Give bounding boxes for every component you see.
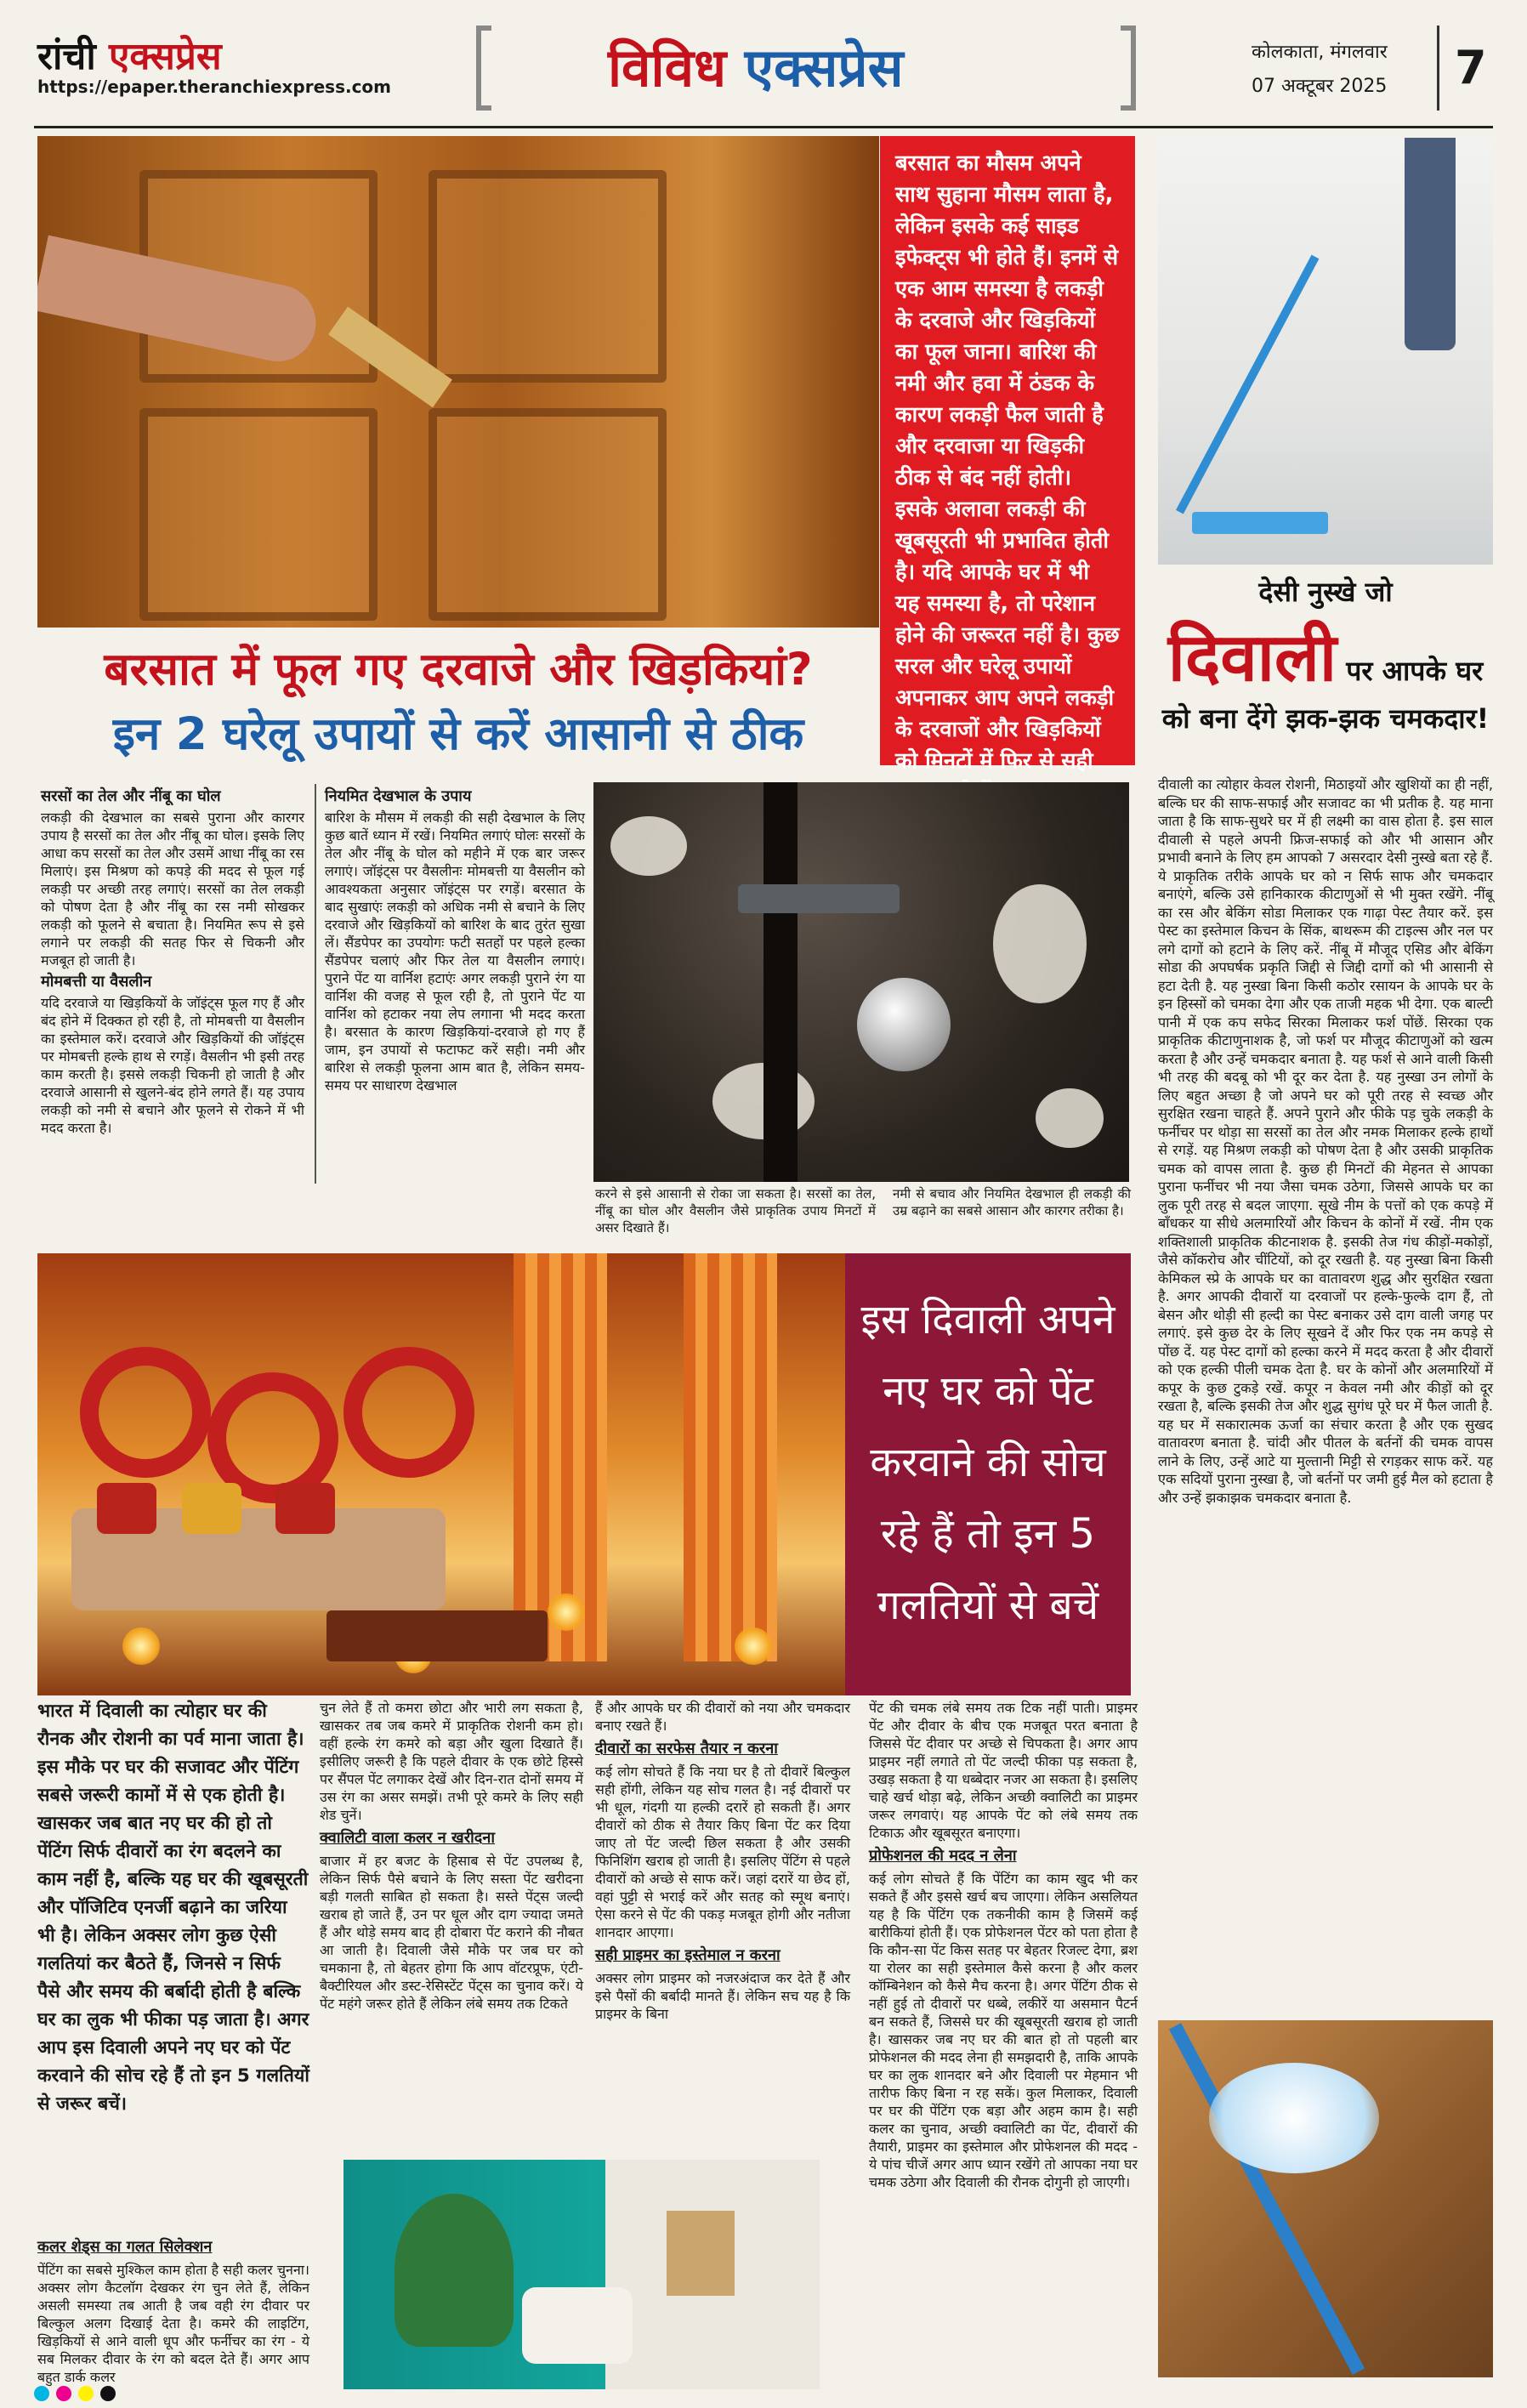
col4-para-professional: कई लोग सोचते हैं कि पेंटिंग का काम खुद भी कर सकते हैं और इससे खर्च बच जाएगा। लेकिन असलियत यह है कि पेंटिंग एक तकनीकी काम है जिसमें कई बारीकियां होती हैं। एक प्रोफेशनल पेंटर को पता होता है कि कौन-सा पेंट किस सतह पर बेहतर रिजल्ट देगा, ब्रश या रोलर का सही इस्तेमाल कैसे करना है और कलर कॉम्बिनेशन को कैसे मैच करना है। अगर पेंटिंग ठीक से नहीं हुई तो दीवारों पर धब्बे, लकीरें या असमान पैटर्न बन सकते हैं, जिससे घर की खूबसूरती खराब हो जाती है। खासकर जब नए घर की बात हो तो पहली बार प्रोफेशनल की मदद लेना ही समझदारी है, ताकि आपके घर का लुक शानदार बने और दिवाली पर मेहमान भी तारीफ किए बिना न रह सकें। कुल मिलाकर, दिवाली पर घर की पेंटिंग एक बड़ा और अहम काम है। सही कलर का चुनाव, अच्छी क्वालिटी का पेंट, दीवारों की तैयारी, प्राइमर का इस्तेमाल और प्रोफेशनल की मदद - ये पांच चीजें अगर आप ध्यान रखेंगे तो आपका नया घर चमक उठेगा और दिवाली की रौनक दोगुनी हो जाएगी। [869, 1871, 1138, 2190]
headline3-line5: गलतियों से बचें [877, 1582, 1099, 1629]
column-divider [315, 784, 316, 1184]
article1-intro: बरसात का मौसम अपने साथ सुहाना मौसम लाता है, लेकिन इसके कई साइड इफेक्ट्स भी होते हैं। इनमें से एक आम समस्या है लकड़ी के दरवाजे और खिड़कियों का फूल जाना। बारिश की नमी और हवा में ठंडक के कारण लकड़ी फैल जाती है और दरवाजा या खिड़की ठीक से बंद नहीं होती। इसके अलावा लकड़ी की खूबसूरती भी प्रभावित होती है। यदि आपके घर में भी यह समस्या है, तो परेशान होने की जरूरत नहीं है। कुछ सरल और घरेलू उपायों अपनाकर आप अपने लकड़ी के दरवाजों और खिड़कियों को मिनटों में फिर से सही [880, 136, 1135, 765]
article3-headline [845, 1253, 1131, 1695]
logo-part1: रांची [37, 35, 110, 78]
duster-brush-photo [1158, 2020, 1493, 2377]
col1-subhead-colors: कलर शेड्स का गलत सिलेक्शन [37, 2238, 213, 2256]
header-bracket-right [1121, 26, 1136, 111]
col3-subhead-surface: दीवारों का सरफेस तैयार न करना [595, 1740, 778, 1758]
article3-col3 [595, 1699, 850, 2158]
color-dot-cyan [34, 2386, 49, 2401]
section-title [608, 31, 904, 102]
headline3-line4: रहे हैं तो इन 5 [880, 1510, 1096, 1558]
section-word2: एक्सप्रेस [744, 37, 904, 99]
color-dot-yellow [78, 2386, 94, 2401]
col3-para-primer: अक्सर लोग प्राइमर को नजरअंदाज कर देते हैं और इसे पैसों की बर्बादी मानते हैं। लेकिन सच यह है कि प्राइमर के बिना [595, 1970, 850, 2022]
dateline [1252, 36, 1388, 104]
header-bracket-left [476, 26, 491, 111]
col1-para1: लकड़ी की देखभाल का सबसे पुराना और कारगर उपाय है सरसों का तेल और नींबू का घोल। इसके लिए आधा कप सरसों का तेल और उसमें आधा नींबू का रस मिलाएं। इस मिश्रण को कपड़े की मदद से फूल गई लकड़ी पर अच्छी तरह लगाएं। सरसों का तेल लकड़ी को पोषण देता है और नींबू का रस नमी सोखकर लकड़ी को फूलने से बचाता है। नियमित रूप से इसे लगाने पर लकड़ी की सतह फिर से चिकनी और मजबूत हो जाती है। [41, 809, 304, 968]
headline3-line3: करवाने की सोच [870, 1439, 1106, 1486]
col2-subhead: नियमित देखभाल के उपाय [325, 787, 472, 805]
article1-col3: करने से इसे आसानी से रोका जा सकता है। सरसों का तेल, नींबू का घोल और वैसलीन जैसे प्राकृतिक उपाय मिनटों में असर दिखाते हैं। [595, 1186, 876, 1235]
article1-col2 [325, 784, 585, 1184]
col1-para-colors: पेंटिंग का सबसे मुश्किल काम होता है सही कलर चुनना। अक्सर लोग कैटलॉग देखकर रंग चुन लेते हैं, लेकिन असली समस्या तब आती है जब वही रंग दीवार पर बिल्कुल अलग दिखाई देता है। कमरे की लाइटिंग, खिड़कियों से आने वाली धूप और फर्नीचर का रंग - ये सब मिलकर दीवार के रंग को बदल देते हैं। अगर आप बहुत डार्क कलर [37, 2262, 309, 2385]
headline3-line1: इस दिवाली अपने [860, 1296, 1115, 1343]
headline1-line2: इन 2 घरेलू उपायों से करें आसानी से ठीक [112, 708, 804, 760]
col2-subhead-quality: क्वालिटी वाला कलर न खरीदना [320, 1829, 496, 1847]
article2-big-word: दिवाली [1167, 620, 1337, 696]
door-varnish-photo [37, 136, 879, 628]
header-rule [34, 126, 1493, 128]
article1-col4: नमी से बचाव और नियमित देखभाल ही लकड़ी की उम्र बढ़ाने का सबसे आसान और कारगर तरीका है। [893, 1186, 1131, 1218]
col3-para-quality-cont: हैं और आपके घर की दीवारों को नया और चमकदार बनाए रखते हैं। [595, 1700, 850, 1734]
rusty-door-lock-photo [593, 782, 1129, 1182]
print-color-bar [34, 2386, 1493, 2401]
article2-headline-rest: पर आपके घर को बना देंगे झक-झक चमकदार! [1161, 655, 1490, 735]
city-day: कोलकाता, मंगलवार [1252, 42, 1388, 63]
epaper-url[interactable]: https://epaper.theranchiexpress.com [37, 77, 392, 97]
col3-subhead-primer: सही प्राइमर का इस्तेमाल न करना [595, 1946, 781, 1964]
issue-date: 07 अक्टूबर 2025 [1252, 76, 1388, 97]
article3-col4 [869, 1699, 1138, 2379]
article1-col1 [41, 784, 304, 1184]
color-dot-black [100, 2386, 116, 2401]
article1-headline [37, 628, 879, 777]
green-room-interior-photo [343, 2160, 820, 2389]
logo-part2: एक्सप्रेस [109, 35, 222, 78]
col3-para-surface: कई लोग सोचते हैं कि नया घर है तो दीवारें बिल्कुल सही होंगी, लेकिन यह सोच गलत है। नई दीवारों पर भी धूल, गंदगी या हल्की दरारें हो सकती हैं। अगर दीवारों को ठीक से तैयार किए बिना पेंट कर दिया जाए तो पेंट जल्दी छिल सकता है और उसकी फिनिशिंग खराब हो जाती है। इसलिए पेंटिंग से पहले दीवारों को अच्छे से साफ करें। जहां दरारें या छेद हों, वहां पुट्टी से भराई करें और सतह को स्मूथ बनाएं। ऐसा करने से पेंट की पकड़ मजबूत होगी और नतीजा शानदार आएगा। [595, 1763, 850, 1940]
col2-para-colors-cont: चुन लेते हैं तो कमरा छोटा और भारी लग सकता है, खासकर तब जब कमरे में प्राकृतिक रोशनी कम हो। वहीं हल्के रंग कमरे को बड़ा और खुला दिखाते हैं। इसीलिए जरूरी है कि पहले दीवार के एक छोटे हिस्से पर सैंपल पेंट लगाकर देखें और दिन-रात दोनों समय में उस रंग का असर समझें। तभी पूरे कमरे के लिए सही शेड चुनें। [320, 1700, 583, 1823]
diwali-decor-photo [37, 1253, 845, 1695]
article2-body: दीवाली का त्योहार केवल रोशनी, मिठाइयों और खुशियों का ही नहीं, बल्कि घर की साफ-सफाई और सजावट का भी प्रतीक है. यह माना जाता है कि साफ-सुथरे घर में ही लक्ष्मी का वास होता है. इस साल दीवाली से पहले अपनी फ्रिज-सफाई को और भी आसान और प्रभावी बनाने के लिए हम आपको 7 असरदार देसी नुस्खे बता रहे हैं. ये प्राकृतिक तरीके आपके घर को न सिर्फ साफ और चमकदार बनाएंगे, बल्कि उसे हानिकारक कीटाणुओं से भी मुक्त रखेंगे. नींबू का रस और बेकिंग सोडा मिलाकर एक गाढ़ा पेस्ट तैयार करें. इस पेस्ट का इस्तेमाल किचन के सिंक, बाथरूम की टाइल्स और नल पर लगे दागों को हटाने के लिए करें. नींबू में मौजूद एसिड और बेकिंग सोडा की अपघर्षक प्रकृति जिद्दी से जिद्दी दागों को भी आसानी से हटा देती है. यह नुस्खा बिना किसी कठोर रसायन के आपके घर के इन हिस्सों को चमका देगा और एक ताजी महक भी देगा. एक बाल्टी पानी में एक कप सफेद सिरका मिलाकर फर्श पोंछें. सिरका एक प्राकृतिक कीटाणुनाशक है, जो फर्श पर मौजूद कीटाणुओं को खत्म करता है और उन्हें चमकदार बनाता है. यह फर्श से आने वाली किसी भी तरह की बदबू को भी दूर कर देता है. यह नुस्खा उन लोगों के लिए बहुत अच्छा है जो अपने घर को पूरी तरह से स्वच्छ और सुरक्षित रखना चाहते हैं. अपने पुराने और फीके पड़ चुके लकड़ी के फर्नीचर पर थोड़ा सा सरसों का तेल और नमक मिलाकर हल्के हाथों से रगड़ें. यह मिश्रण लकड़ी को पोषण देता है और उसकी प्राकृतिक चमक को वापस लाता है. कुछ ही मिनटों की मेहनत से आपका पुराना फर्नीचर भी नया जैसा चमक उठेगा, जिससे आपके घर का लुक पूरी तरह से बदल जाएगा. सूखे नीम के पत्तों को एक कपड़े में बाँधकर या सीधे अलमारियों और किचन के कोनों में रखें. नीम एक शक्तिशाली प्राकृतिक कीटनाशक है. इसकी तेज गंध कीड़ों-मकोड़ों, जैसे कॉकरोच और चींटियों, को दूर रखती है. यह नुस्खा बिना किसी केमिकल स्प्रे के आपके घर का वातावरण शुद्ध और सुरक्षित रखता है. अगर आपकी दीवारों या दरवाजों पर हल्के-फुल्के दाग हैं, तो बेसन और थोड़ी सी हल्दी का पेस्ट बनाकर उसे दाग वाली जगह पर लगाएं. इसे कुछ देर के लिए सूखने दें और फिर एक नम कपड़े से पोंछ दें. यह पेस्ट दागों को हल्का करने में मदद करता है और दीवारों को एक हल्की पीली चमक देता है. घर के कोनों और अलमारियों में कपूर के कुछ टुकड़े रखें. कपूर न केवल नमी और कीड़ों को दूर रखता है, बल्कि इसकी तेज और शुद्ध सुगंध पूरे घर में फैल जाती है. यह घर में सकारात्मक ऊर्जा का संचार करता है और एक सुखद वातावरण बनाता है. चांदी और पीतल के बर्तनों की चमक वापस लाने के लिए, उन्हें आटे या मुल्तानी मिट्टी से रगड़कर साफ करें. यह एक सदियों पुराना नुस्खा है, जो बर्तनों पर जमी हुई मैल को हटाता है और उन्हें झकाझक चमकदार बनाता है. [1158, 776, 1493, 1506]
col2-para-quality: बाजार में हर बजट के हिसाब से पेंट उपलब्ध है, लेकिन सिर्फ पैसे बचाने के लिए सस्ता पेंट खरीदना बड़ी गलती साबित हो सकता है। सस्ते पेंट्स जल्दी खराब हो जाते हैं, उन पर धूल और दाग ज्यादा जमते हैं और थोड़े समय बाद ही दोबारा पेंट कराने की नौबत आ जाती है। दिवाली जैसे मौके पर जब घर को चमकाना है, तो बेहतर होगा कि आप वॉटरप्रूफ, एंटी-बैक्टीरियल और डस्ट-रेसिस्टेंट पेंट्स का चुनाव करें। ये पेंट महंगे जरूर होते हैं लेकिन लंबे समय तक टिकते [320, 1853, 583, 2012]
masthead-logo [37, 29, 222, 80]
col4-subhead-professional: प्रोफेशनल की मदद न लेना [869, 1847, 1017, 1865]
article3-lead: भारत में दिवाली का त्योहार घर की रौनक और रोशनी का पर्व माना जाता है। इस मौके पर घर की सजावट और पेंटिंग सबसे जरूरी कामों में से एक होती है। खासकर जब बात नए घर की हो तो पेंटिंग सिर्फ दीवारों का रंग बदलने का काम नहीं है, बल्कि यह घर की खूबसूरती और पॉजिटिव एनर्जी बढ़ाने का जरिया भी है। लेकिन अक्सर लोग कुछ ऐसी गलतियां कर बैठते हैं, जिनसे न सिर्फ पैसे और समय की बर्बादी होती है बल्कि घर का लुक भी फीका पड़ जाता है। अगर आप इस दिवाली अपने नए घर को पेंट करवाने की सोच रहे हैं तो इन 5 गलतियों से जरूर बचें। [37, 1701, 309, 2115]
article2-headline [1158, 568, 1493, 764]
headline1-line1: बरसात में फूल गए दरवाजे और खिड़कियां? [104, 644, 813, 696]
col4-para-primer-cont: पेंट की चमक लंबे समय तक टिक नहीं पाती। प्राइमर पेंट और दीवार के बीच एक मजबूत परत बनाता है जिससे पेंट दीवार पर अच्छे से चिपकता है। अगर आप प्राइमर नहीं लगाते तो पेंट जल्दी फीका पड़ सकता है, उखड़ सकता है या धब्बेदार नजर आ सकता है। इसलिए चाहे खर्च थोड़ा बढ़े, लेकिन अच्छी क्वालिटी का प्राइमर जरूर लगवाएं। यह आपके पेंट को लंबे समय तक टिकाऊ और खूबसूरत बनाएगा। [869, 1700, 1138, 1841]
col2-para: बारिश के मौसम में लकड़ी की सही देखभाल के लिए कुछ बातें ध्यान में रखें। नियमित लगाएं घोलः सरसों के तेल और नींबू के घोल को महीने में एक बार जरूर लगाएं। जॉइंट्स पर वैसलीनः मोमबत्ती या वैसलीन को आवश्यकता अनुसार जॉइंट्स पर रगड़ें। बरसात के बाद सुखाएंः लकड़ी को अधिक नमी से बचाने के लिए दरवाजे और खिड़कियों को बारिश के बाद तुरंत सुखा लें। सैंडपेपर का उपयोगः फटी सतहों पर पहले हल्का सैंडपेपर चलाएं और फिर तेल या वैसलीन लगाएं। पुराने पेंट या वार्निश हटाएंः अगर लकड़ी पुराने रंग या वार्निश की वजह से फूल रही है, तो पुराने पेंट या वार्निश को हटाकर नया लेप लगाना भी मदद करता है। बरसात के कारण खिड़कियां-दरवाजे हो गए हैं जाम, इन उपायों से फटाफट करें सही। नमी और बारिश से लकड़ी फूलना आम बात है, लेकिन समय-समय पर साधारण देखभाल [325, 809, 585, 1093]
page-number: 7 [1437, 26, 1487, 111]
floor-mop-photo [1158, 138, 1493, 565]
color-dot-magenta [56, 2386, 71, 2401]
col1-para2: यदि दरवाजे या खिड़कियों के जॉइंट्स फूल गए हैं और बंद होने में दिक्कत हो रही है, तो मोमबत्ती या वैसलीन का इस्तेमाल करें। दरवाजे और खिड़कियों की जॉइंट्स पर मोमबत्ती हल्के हाथ से रगड़ें। वैसलीन भी इसी तरह काम करती है। इससे लकड़ी चिकनी हो जाती है और दरवाजे आसानी से खुलने-बंद होने लगते हैं। यह उपाय लकड़ी को नमी से बचाने और फूलने से रोकने में भी मदद करता है। [41, 995, 304, 1136]
headline3-line2: नए घर को पेंट [883, 1367, 1093, 1415]
article3-col1 [37, 2233, 309, 2385]
article2-kicker: देसी नुस्खे जो [1258, 576, 1393, 608]
col1-subhead1: सरसों का तेल और नींबू का घोल [41, 787, 221, 805]
article3-col2 [320, 1699, 583, 2158]
section-word1: विविध [608, 37, 745, 99]
col1-subhead2: मोमबत्ती या वैसलीन [41, 973, 152, 991]
